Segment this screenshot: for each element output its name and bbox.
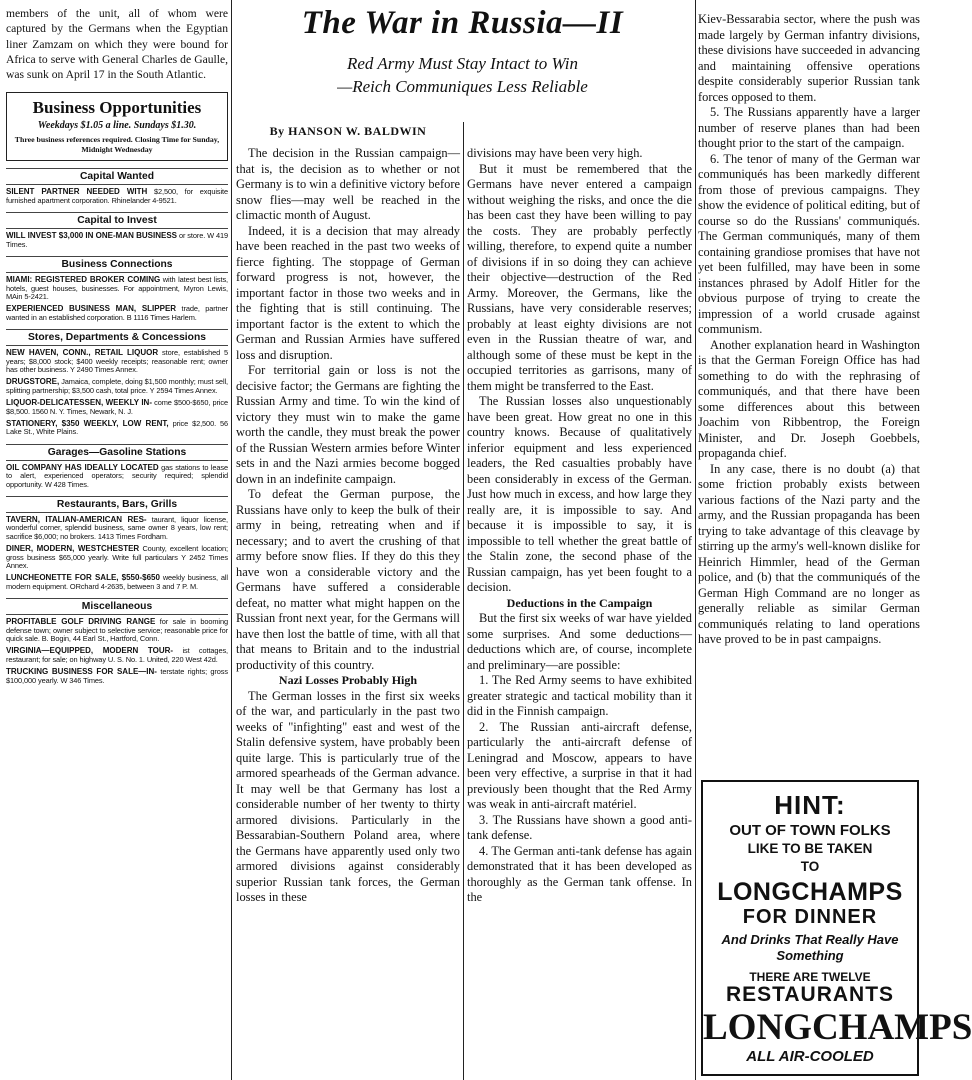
classified-ad: TAVERN, ITALIAN-AMERICAN RES- taurant, liquor license, wonderful corner, splendid business, same owner 8 years, low rent; sacrifice $6,000; no brokers. 1413 Times Fordham.: [6, 515, 228, 541]
classifieds-column: [6, 0, 228, 1080]
classified-ad: DRUGSTORE, Jamaica, complete, doing $1,500 monthly; must sell, splitting partnership; $3,500 cash, total price. Y 2594 Times Annex.: [6, 377, 228, 395]
category-heading: Miscellaneous: [6, 598, 228, 615]
ad-line: LIKE TO BE TAKEN: [747, 841, 873, 856]
classified-ad: OIL COMPANY HAS IDEALLY LOCATED gas stations to lease to alert, experienced operators; security required; splendid opportunity. W 428 Times.: [6, 462, 228, 489]
article-column-2: [467, 0, 692, 1080]
classified-ad: PROFITABLE GOLF DRIVING RANGE for sale in booming defense town; owner subject to selective service; reasonable price for quick sale. B. Bogin, 44 Earl St., Hartford, Conn.: [6, 617, 228, 644]
column-rule: [463, 122, 464, 1080]
subheading: Nazi Losses Probably High: [278, 673, 418, 687]
section-title: Business Opportunities: [32, 98, 202, 118]
paragraph: Indeed, it is a decision that may already have been reached in the past two weeks of fierce fighting. The stoppage of German forward progress is not, however, the important factor in those two weeks and in the fighting that is still continuing. The important factor is the extent to which the German and Russian Armies have suffered loss and disruption.: [236, 223, 460, 362]
byline: By HANSON W. BALDWIN: [269, 124, 427, 138]
paragraph: 1. The Red Army seems to have exhibited greater strategic and tactical mobility than it did in the Finnish campaign.: [467, 673, 692, 718]
paragraph: But it must be remembered that the Germans have never entered a campaign without weighing the risks, and once the die has been cast they have been willing to pay the costs. They are probably perfectly willing, therefore, to expend quite a number of divisions if in so doing they can achieve their objective—destruction of the Red Army. Moreover, the Germans, like the Russians, have very considerable reserves; probably at least eighty divisions are not even in the Russian theatre of war, and although some of these must be kept in the occupied territories as garrisons, many of them might be transferred to the East.: [467, 161, 692, 393]
category-heading: Restaurants, Bars, Grills: [6, 496, 228, 513]
rate-note: Three business references required. Closing Time for Sunday, Midnight Wednesday: [14, 135, 220, 155]
paragraph: Kiev-Bessarabia sector, where the push was made largely by German infantry divisions, these divisions have succeeded in advancing and maintaining offensive operations despite considerably superior Russian tank forces opposed to them.: [698, 12, 920, 104]
classified-ad: MIAMI: REGISTERED BROKER COMING with latest best lists, hotels, guest houses, businesses. For appointment, Myron Lewis, MAin 5-2421.: [6, 275, 228, 301]
category-heading: Capital Wanted: [6, 168, 228, 185]
article-column-3: [698, 0, 920, 770]
paragraph: 5. The Russians apparently have a larger number of reserve planes than had been thought prior to the start of the campaign.: [698, 105, 920, 150]
ad-line: ALL AIR-COOLED: [746, 1048, 874, 1065]
classified-ad: STATIONERY, $350 WEEKLY, LOW RENT, price $2,500. 56 Lake St., White Plains.: [6, 418, 228, 437]
news-lead-fragment: members of the unit, all of whom were captured by the Germans when the Egyptian liner Zamzam on which they were bound for Africa to serve with General Charles de Gaulle, was sunk on April 17 in the South Atlantic.: [6, 7, 228, 82]
category-heading: Capital to Invest: [6, 212, 228, 229]
subheading: Deductions in the Campaign: [506, 595, 653, 610]
longchamps-advertisement: [701, 780, 972, 1076]
classified-ad: SILENT PARTNER NEEDED WITH $2,500, for exquisite furnished apartment corporation. Rhinelander 4-9521.: [6, 187, 228, 205]
article-subtitle: Red Army Must Stay Intact to Win: [346, 54, 579, 73]
classified-ad: DINER, MODERN, WESTCHESTER County, excellent location; gross business $65,000 yearly. Write full particulars Y 2452 Times Annex.: [6, 544, 228, 571]
ad-line: TO: [800, 859, 820, 874]
business-opportunities-box: [6, 92, 228, 161]
headline-spacer: [467, 0, 692, 146]
paragraph: To defeat the German purpose, the Russians have only to keep the bulk of their army in being, retreating when and if necessary; and to avert the crushing of that army before snow flies. If they do this they have won a considerable victory and the Germans have suffered a considerable defeat, no matter what might happen on the Russian front next year, for the Germans will have then lost the battle of time, with all that that means to Britain and to the industrial productivity of this country.: [236, 487, 460, 672]
paragraph: The Russian losses also unquestionably have been great. How great no one in this country knows. Because of qualitatively inferior equipment and less experienced leaders, the Red casualties probably have been considerably in excess of the German. Just how much in excess, and how large they really are, it is impossible to say. And because it is impossible to say, it is impossible to tell whether the great battle of the Stalin zone, the second phase of the Russian campaign, has yet been fought to a decision.: [467, 394, 692, 594]
article-subtitle: —Reich Communiques Less Reliable: [337, 77, 588, 96]
paragraph: 3. The Russians have shown a good anti-tank defense.: [467, 812, 692, 842]
paragraph: The German losses in the first six weeks of the war, and particularly in the past two weeks of "infighting" east and west of the Stalin defensive system, have probably been quite large. This is particularly true of the armored spearheads of the German advance. It may well be that Germany has lost a considerable number of her twenty to thirty armored divisions. Particularly in the Bessarabian-Southern Poland area, where the Germans have apparently used only two armored divisions against considerably superior Russian tank forces, the German losses in these: [236, 688, 460, 904]
ad-line: And Drinks That Really Have Something: [721, 932, 899, 963]
category-heading: Business Connections: [6, 256, 228, 273]
classified-ad: NEW HAVEN, CONN., RETAIL LIQUOR store, established 5 years; $8,000 stock; $400 weekly receipts; reasonable rent; owner has other business. Y 2490 Times Annex.: [6, 348, 228, 374]
classified-ad: WILL INVEST $3,000 IN ONE-MAN BUSINESS or store. W 419 Times.: [6, 231, 228, 249]
ad-brand-logo: LONGCHAMPS: [703, 1007, 972, 1048]
paragraph: 6. The tenor of many of the German war communiqués has been markedly different from those of previous campaigns. They show the evidence of political editing, but of course so do the Russians' communiqués. The German communiqués, many of them containing grandiose promises that have not yet been fulfilled, may have been in some instances phrased by Adolf Hitler for the obvious purpose of trying to create the impression of a world crusade against communism.: [698, 151, 920, 336]
ad-line: LONGCHAMPS: [717, 878, 903, 906]
column-rule: [231, 0, 232, 1080]
paragraph: But the first six weeks of war have yielded some surprises. And some deductions—deductions which are, of course, incomplete and preliminary—are possible:: [467, 611, 692, 672]
paragraph: divisions may have been very high.: [467, 146, 643, 160]
category-heading: Stores, Departments & Concessions: [6, 329, 228, 346]
category-heading: Garages—Gasoline Stations: [6, 444, 228, 461]
ad-line: FOR DINNER: [742, 906, 878, 928]
paragraph: The decision in the Russian campaign—that is, the decision as to whether or not Germany is to win a definitive victory before snow flies—may well be reached in the climactic month of August.: [236, 146, 460, 222]
paragraph: 2. The Russian anti-aircraft defense, particularly the anti-aircraft defense of Leningrad and Moscow, appears to have been very effective, a surprise in that it had previously been thought that the Red Army was weak in anti-aircraft matériel.: [467, 719, 692, 811]
ad-line: THERE ARE TWELVE: [749, 970, 871, 984]
rate-line: Weekdays $1.05 a line. Sundays $1.30.: [37, 120, 197, 132]
ad-line: RESTAURANTS: [725, 983, 895, 1006]
ad-line: HINT:: [774, 790, 846, 820]
classified-ad: TRUCKING BUSINESS FOR SALE—IN- terstate rights; gross $100,000 yearly. W 346 Times.: [6, 667, 228, 685]
paragraph: 4. The German anti-tank defense has again demonstrated that it has been developed as thoroughly as the German tank offense. In the: [467, 843, 692, 904]
ad-line: OUT OF TOWN FOLKS: [729, 822, 891, 839]
article-column-1: [236, 146, 460, 1080]
article-title: The War in Russia—II: [301, 5, 624, 41]
paragraph: In any case, there is no doubt (a) that some friction probably exists between various factions of the Nazi party and the army, and the Russian propaganda has been trying to take advantage of this cleavage by stirring up the army's well-known dislike for Heinrich Himmler, head of the German police, and (b) that the communiqués of the German High Command are no longer as generally reliable as similar German communiqués relating to land operations have proved to be in past campaigns.: [698, 461, 920, 646]
column-rule: [695, 0, 696, 1080]
paragraph: Another explanation heard in Washington is that the German Foreign Office has had something to do with the rephrasing of communiqués, and that there have been some differences about this between Joachim von Ribbentrop, the Foreign Minister, and Dr. Joseph Goebbels, propaganda chief.: [698, 337, 920, 460]
classified-ad: EXPERIENCED BUSINESS MAN, SLIPPER trade, partner wanted in an established corporation. B 1116 Times Harlem.: [6, 304, 228, 322]
classified-ad: LUNCHEONETTE FOR SALE, $550-$650 weekly business, all modern equipment. ORchard 4-2635, between 3 and 7 P. M.: [6, 573, 228, 591]
classified-ad: VIRGINIA—EQUIPPED, MODERN TOUR- ist cottages, restaurant; for sale; on highway U. S. No. 1. United, 220 West 42d.: [6, 646, 228, 664]
classified-ad: LIQUOR-DELICATESSEN, WEEKLY IN- come $500-$650, price $8,500. 1560 N. Y. Times, Newark, N. J.: [6, 398, 228, 416]
paragraph: For territorial gain or loss is not the decisive factor; the Germans are fighting the Russian Army and time. To win the kind of victory they must win to make the game worth the candle, they must break the power of the Russian Western armies before Winter sets in and the Nazi armies become bogged down in an indefinite campaign.: [236, 363, 460, 486]
